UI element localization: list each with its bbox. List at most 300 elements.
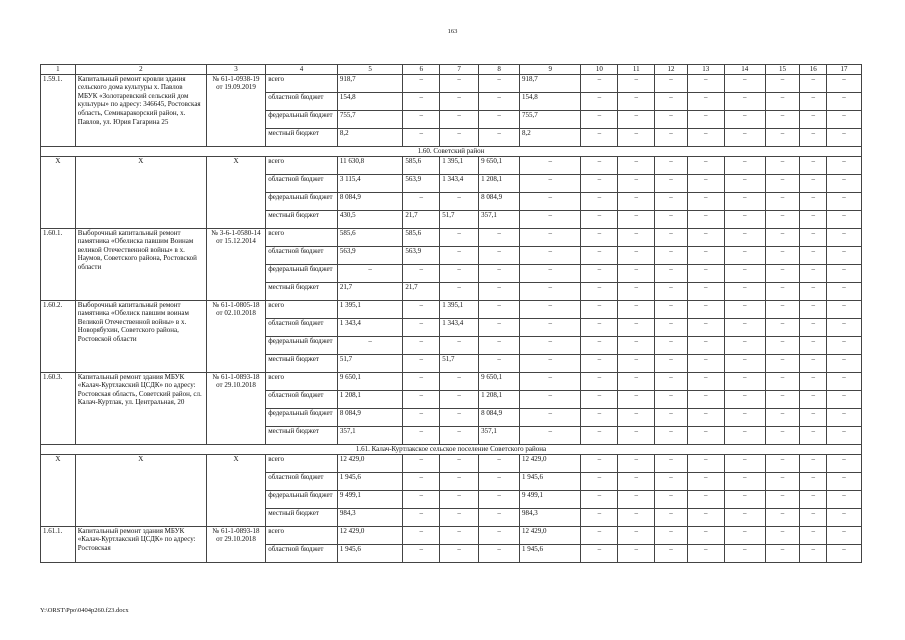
amount-cell: – — [520, 174, 581, 192]
amount-cell: 51,7 — [337, 354, 403, 372]
amount-cell: – — [655, 74, 688, 92]
amount-cell: – — [765, 300, 800, 318]
amount-cell: – — [687, 354, 724, 372]
amount-cell: 12 429,0 — [520, 454, 581, 472]
amount-cell: – — [403, 426, 440, 444]
amount-cell: – — [403, 544, 440, 562]
amount-cell: – — [724, 74, 765, 92]
amount-cell: – — [800, 156, 827, 174]
amount-cell: – — [724, 454, 765, 472]
amount-cell: – — [618, 128, 655, 146]
budget-source: местный бюджет — [266, 210, 338, 228]
amount-cell: – — [765, 354, 800, 372]
amount-cell: – — [827, 454, 862, 472]
amount-cell: 51,7 — [440, 210, 479, 228]
amount-cell: – — [687, 372, 724, 390]
amount-cell: – — [827, 92, 862, 110]
amount-cell: – — [827, 490, 862, 508]
amount-cell: – — [655, 472, 688, 490]
amount-cell: – — [655, 354, 688, 372]
amount-cell: – — [440, 110, 479, 128]
budget-source: федеральный бюджет — [266, 264, 338, 282]
amount-cell: – — [479, 128, 520, 146]
amount-cell: – — [827, 74, 862, 92]
amount-cell: 12 429,0 — [337, 454, 403, 472]
amount-cell: – — [618, 372, 655, 390]
amount-cell: 1 395,1 — [440, 300, 479, 318]
amount-cell: – — [655, 372, 688, 390]
amount-cell: – — [479, 300, 520, 318]
amount-cell: – — [724, 426, 765, 444]
amount-cell: – — [724, 408, 765, 426]
amount-cell: 1 945,6 — [520, 472, 581, 490]
amount-cell: – — [581, 336, 618, 354]
item-document: № 61-1-0893-18 от 29.10.2018 — [206, 526, 265, 562]
amount-cell: – — [827, 264, 862, 282]
amount-cell: – — [479, 472, 520, 490]
amount-cell: 918,7 — [337, 74, 403, 92]
budget-source: всего — [266, 74, 338, 92]
amount-cell: – — [800, 390, 827, 408]
budget-source: местный бюджет — [266, 128, 338, 146]
amount-cell: – — [479, 264, 520, 282]
amount-cell: – — [724, 354, 765, 372]
amount-cell: – — [618, 336, 655, 354]
column-number: 1 — [41, 65, 76, 75]
amount-cell: – — [520, 390, 581, 408]
amount-cell: – — [618, 264, 655, 282]
item-document: X — [206, 454, 265, 526]
amount-cell: – — [618, 300, 655, 318]
amount-cell: – — [800, 526, 827, 544]
amount-cell: – — [655, 508, 688, 526]
budget-source: всего — [266, 300, 338, 318]
amount-cell: – — [765, 318, 800, 336]
column-number: 13 — [687, 65, 724, 75]
column-number: 4 — [266, 65, 338, 75]
section-row — [41, 444, 862, 454]
amount-cell: – — [618, 318, 655, 336]
table-row — [41, 156, 862, 174]
item-name: X — [75, 156, 206, 228]
amount-cell: – — [655, 390, 688, 408]
table-row — [41, 526, 862, 544]
column-number: 14 — [724, 65, 765, 75]
amount-cell: – — [724, 300, 765, 318]
amount-cell: – — [440, 282, 479, 300]
item-document: № 3-6-1-0580-14 от 15.12.2014 — [206, 228, 265, 300]
amount-cell: – — [440, 490, 479, 508]
amount-cell: – — [724, 210, 765, 228]
amount-cell: – — [765, 426, 800, 444]
amount-cell: – — [440, 526, 479, 544]
item-document: X — [206, 156, 265, 228]
budget-source: федеральный бюджет — [266, 110, 338, 128]
amount-cell: – — [520, 192, 581, 210]
item-name: Выборочный капитальный ремонт памятника «Обелиск павшим воинам Великой Отечественной войны» в х. Новорябухин, Советского района, Ростовской области — [75, 300, 206, 372]
budget-source: местный бюджет — [266, 426, 338, 444]
amount-cell: – — [581, 264, 618, 282]
amount-cell: – — [479, 110, 520, 128]
amount-cell: – — [800, 174, 827, 192]
amount-cell: – — [440, 228, 479, 246]
amount-cell: 51,7 — [440, 354, 479, 372]
amount-cell: – — [724, 318, 765, 336]
amount-cell: – — [687, 454, 724, 472]
amount-cell: 1 395,1 — [337, 300, 403, 318]
budget-source: всего — [266, 454, 338, 472]
budget-source: всего — [266, 228, 338, 246]
amount-cell: – — [618, 472, 655, 490]
amount-cell: – — [827, 408, 862, 426]
amount-cell: – — [687, 544, 724, 562]
amount-cell: – — [687, 174, 724, 192]
amount-cell: – — [403, 390, 440, 408]
amount-cell: – — [581, 156, 618, 174]
amount-cell: – — [655, 128, 688, 146]
amount-cell: – — [520, 372, 581, 390]
amount-cell: – — [800, 454, 827, 472]
amount-cell: – — [520, 264, 581, 282]
amount-cell: – — [827, 128, 862, 146]
amount-cell: – — [581, 74, 618, 92]
amount-cell: – — [724, 156, 765, 174]
amount-cell: – — [724, 472, 765, 490]
table-row — [41, 454, 862, 472]
column-number: 11 — [618, 65, 655, 75]
amount-cell: – — [581, 228, 618, 246]
amount-cell: – — [765, 192, 800, 210]
budget-source: местный бюджет — [266, 354, 338, 372]
amount-cell: 1 343,4 — [337, 318, 403, 336]
amount-cell: – — [765, 92, 800, 110]
amount-cell: – — [765, 408, 800, 426]
amount-cell: – — [687, 336, 724, 354]
amount-cell: – — [724, 544, 765, 562]
amount-cell: – — [618, 246, 655, 264]
budget-source: областной бюджет — [266, 246, 338, 264]
amount-cell: – — [403, 128, 440, 146]
amount-cell: – — [827, 246, 862, 264]
amount-cell: – — [403, 300, 440, 318]
amount-cell: 8 084,9 — [337, 192, 403, 210]
amount-cell: – — [765, 490, 800, 508]
amount-cell: – — [687, 156, 724, 174]
amount-cell: – — [765, 390, 800, 408]
amount-cell: – — [618, 508, 655, 526]
amount-cell: – — [440, 128, 479, 146]
amount-cell: – — [655, 246, 688, 264]
amount-cell: – — [800, 318, 827, 336]
amount-cell: 12 429,0 — [337, 526, 403, 544]
amount-cell: – — [581, 110, 618, 128]
amount-cell: – — [440, 92, 479, 110]
budget-source: местный бюджет — [266, 282, 338, 300]
amount-cell: – — [403, 508, 440, 526]
amount-cell: – — [800, 472, 827, 490]
amount-cell: 8 084,9 — [479, 408, 520, 426]
table-row — [41, 300, 862, 318]
amount-cell: 357,1 — [337, 426, 403, 444]
amount-cell: – — [479, 508, 520, 526]
amount-cell: – — [479, 544, 520, 562]
amount-cell: – — [827, 282, 862, 300]
amount-cell: – — [618, 92, 655, 110]
amount-cell: – — [765, 526, 800, 544]
amount-cell: 1 945,6 — [337, 544, 403, 562]
amount-cell: – — [655, 174, 688, 192]
amount-cell: – — [687, 246, 724, 264]
amount-cell: 1 945,6 — [337, 472, 403, 490]
amount-cell: – — [724, 228, 765, 246]
amount-cell: 1 208,1 — [479, 390, 520, 408]
amount-cell: 8 084,9 — [479, 192, 520, 210]
item-name: Капитальный ремонт кровли здания сельского дома культуры х. Павлов МБУК «Золотаревский сельский дом культуры» по адресу: 346645, Ростовская область, Семикаракорский район, х. Павлов, ул. Юрия Гагарина 25 — [75, 74, 206, 146]
amount-cell: – — [520, 354, 581, 372]
amount-cell: – — [440, 408, 479, 426]
amount-cell: – — [687, 508, 724, 526]
amount-cell: – — [520, 246, 581, 264]
amount-cell: – — [827, 156, 862, 174]
amount-cell: – — [724, 490, 765, 508]
amount-cell: – — [724, 508, 765, 526]
amount-cell: – — [827, 508, 862, 526]
amount-cell: – — [655, 454, 688, 472]
amount-cell: – — [724, 128, 765, 146]
amount-cell: 755,7 — [520, 110, 581, 128]
amount-cell: 9 499,1 — [337, 490, 403, 508]
amount-cell: – — [765, 472, 800, 490]
amount-cell: – — [800, 92, 827, 110]
amount-cell: – — [479, 490, 520, 508]
amount-cell: – — [403, 110, 440, 128]
amount-cell: – — [479, 454, 520, 472]
amount-cell: – — [800, 110, 827, 128]
amount-cell: – — [581, 246, 618, 264]
amount-cell: 1 208,1 — [479, 174, 520, 192]
amount-cell: – — [724, 174, 765, 192]
amount-cell: 1 208,1 — [337, 390, 403, 408]
amount-cell: – — [479, 74, 520, 92]
amount-cell: – — [581, 354, 618, 372]
amount-cell: – — [581, 300, 618, 318]
amount-cell: – — [800, 74, 827, 92]
section-title: 1.61. Калач-Куртлакское сельское поселение Советского района — [41, 444, 862, 454]
amount-cell: – — [800, 354, 827, 372]
amount-cell: – — [655, 544, 688, 562]
amount-cell: – — [800, 264, 827, 282]
amount-cell: – — [618, 110, 655, 128]
item-number: 1.60.3. — [41, 372, 76, 444]
amount-cell: – — [337, 264, 403, 282]
amount-cell: – — [403, 74, 440, 92]
amount-cell: – — [655, 408, 688, 426]
budget-source: всего — [266, 156, 338, 174]
amount-cell: 11 630,8 — [337, 156, 403, 174]
amount-cell: – — [655, 110, 688, 128]
amount-cell: – — [687, 110, 724, 128]
amount-cell: – — [520, 300, 581, 318]
amount-cell: – — [827, 354, 862, 372]
amount-cell: – — [827, 372, 862, 390]
amount-cell: – — [765, 210, 800, 228]
amount-cell: – — [403, 318, 440, 336]
amount-cell: – — [440, 426, 479, 444]
amount-cell: – — [403, 372, 440, 390]
amount-cell: – — [403, 408, 440, 426]
budget-source: местный бюджет — [266, 508, 338, 526]
amount-cell: – — [520, 408, 581, 426]
amount-cell: – — [724, 390, 765, 408]
amount-cell: – — [440, 508, 479, 526]
amount-cell: – — [827, 228, 862, 246]
amount-cell: – — [520, 282, 581, 300]
amount-cell: – — [765, 156, 800, 174]
amount-cell: 918,7 — [520, 74, 581, 92]
amount-cell: – — [618, 490, 655, 508]
budget-table — [40, 64, 862, 563]
table-row — [41, 74, 862, 92]
amount-cell: – — [479, 92, 520, 110]
amount-cell: – — [581, 544, 618, 562]
budget-source: федеральный бюджет — [266, 192, 338, 210]
budget-source: областной бюджет — [266, 174, 338, 192]
amount-cell: – — [440, 246, 479, 264]
amount-cell: – — [403, 490, 440, 508]
file-path-footer: Y:\ORST\Ppo\0404p260.f23.docx — [40, 607, 129, 614]
amount-cell: – — [827, 426, 862, 444]
column-number: 10 — [581, 65, 618, 75]
item-number: 1.60.2. — [41, 300, 76, 372]
column-number: 16 — [800, 65, 827, 75]
amount-cell: – — [687, 526, 724, 544]
amount-cell: – — [618, 74, 655, 92]
amount-cell: – — [724, 110, 765, 128]
amount-cell: – — [403, 192, 440, 210]
amount-cell: 585,6 — [403, 156, 440, 174]
amount-cell: – — [827, 210, 862, 228]
amount-cell: – — [440, 454, 479, 472]
amount-cell: – — [765, 336, 800, 354]
amount-cell: – — [827, 110, 862, 128]
amount-cell: – — [618, 210, 655, 228]
amount-cell: – — [827, 390, 862, 408]
budget-source: федеральный бюджет — [266, 490, 338, 508]
amount-cell: – — [581, 390, 618, 408]
amount-cell: – — [827, 318, 862, 336]
column-number: 9 — [520, 65, 581, 75]
amount-cell: 8,2 — [337, 128, 403, 146]
amount-cell: – — [440, 472, 479, 490]
amount-cell: – — [724, 264, 765, 282]
amount-cell: – — [687, 408, 724, 426]
amount-cell: – — [440, 192, 479, 210]
amount-cell: 563,9 — [403, 174, 440, 192]
amount-cell: – — [827, 174, 862, 192]
amount-cell: 585,6 — [403, 228, 440, 246]
budget-source: всего — [266, 526, 338, 544]
amount-cell: 9 499,1 — [520, 490, 581, 508]
amount-cell: – — [800, 490, 827, 508]
amount-cell: – — [440, 390, 479, 408]
amount-cell: – — [618, 282, 655, 300]
budget-source: областной бюджет — [266, 92, 338, 110]
amount-cell: – — [687, 390, 724, 408]
amount-cell: – — [687, 472, 724, 490]
amount-cell: – — [765, 264, 800, 282]
amount-cell: – — [724, 372, 765, 390]
amount-cell: – — [724, 246, 765, 264]
item-name: Выборочный капитальный ремонт памятника «Обелиска павшим Воинам великой Отечественной войны» в х. Наумов, Советского района, Ростовской области — [75, 228, 206, 300]
amount-cell: – — [655, 228, 688, 246]
amount-cell: – — [687, 210, 724, 228]
amount-cell: 563,9 — [403, 246, 440, 264]
amount-cell: – — [581, 372, 618, 390]
amount-cell: – — [440, 74, 479, 92]
amount-cell: – — [618, 408, 655, 426]
amount-cell: – — [479, 246, 520, 264]
amount-cell: – — [581, 526, 618, 544]
amount-cell: 357,1 — [479, 210, 520, 228]
amount-cell: – — [520, 228, 581, 246]
amount-cell: – — [800, 336, 827, 354]
amount-cell: – — [687, 282, 724, 300]
amount-cell: 984,3 — [337, 508, 403, 526]
amount-cell: – — [765, 508, 800, 526]
amount-cell: – — [440, 336, 479, 354]
amount-cell: – — [655, 156, 688, 174]
amount-cell: – — [403, 526, 440, 544]
amount-cell: – — [655, 526, 688, 544]
budget-source: федеральный бюджет — [266, 408, 338, 426]
amount-cell: – — [440, 264, 479, 282]
amount-cell: – — [724, 282, 765, 300]
amount-cell: – — [655, 192, 688, 210]
column-number: 2 — [75, 65, 206, 75]
amount-cell: – — [618, 156, 655, 174]
item-name: Капитальный ремонт здания МБУК «Калач-Куртлакский ЦСДК» по адресу: Ростовская — [75, 526, 206, 562]
amount-cell: – — [687, 426, 724, 444]
amount-cell: – — [800, 544, 827, 562]
amount-cell: – — [581, 490, 618, 508]
amount-cell: – — [655, 336, 688, 354]
amount-cell: – — [724, 526, 765, 544]
amount-cell: – — [479, 282, 520, 300]
amount-cell: – — [403, 472, 440, 490]
amount-cell: – — [581, 508, 618, 526]
column-number-row — [41, 65, 862, 75]
amount-cell: – — [520, 210, 581, 228]
budget-source: федеральный бюджет — [266, 336, 338, 354]
amount-cell: – — [800, 210, 827, 228]
amount-cell: – — [765, 454, 800, 472]
column-number: 8 — [479, 65, 520, 75]
amount-cell: – — [800, 426, 827, 444]
amount-cell: – — [403, 354, 440, 372]
section-row — [41, 146, 862, 156]
amount-cell: – — [765, 372, 800, 390]
amount-cell: – — [655, 264, 688, 282]
amount-cell: – — [765, 544, 800, 562]
amount-cell: – — [765, 110, 800, 128]
amount-cell: – — [687, 264, 724, 282]
amount-cell: – — [724, 92, 765, 110]
amount-cell: 755,7 — [337, 110, 403, 128]
amount-cell: 8 084,9 — [337, 408, 403, 426]
amount-cell: – — [581, 174, 618, 192]
amount-cell: – — [655, 210, 688, 228]
amount-cell: – — [827, 336, 862, 354]
